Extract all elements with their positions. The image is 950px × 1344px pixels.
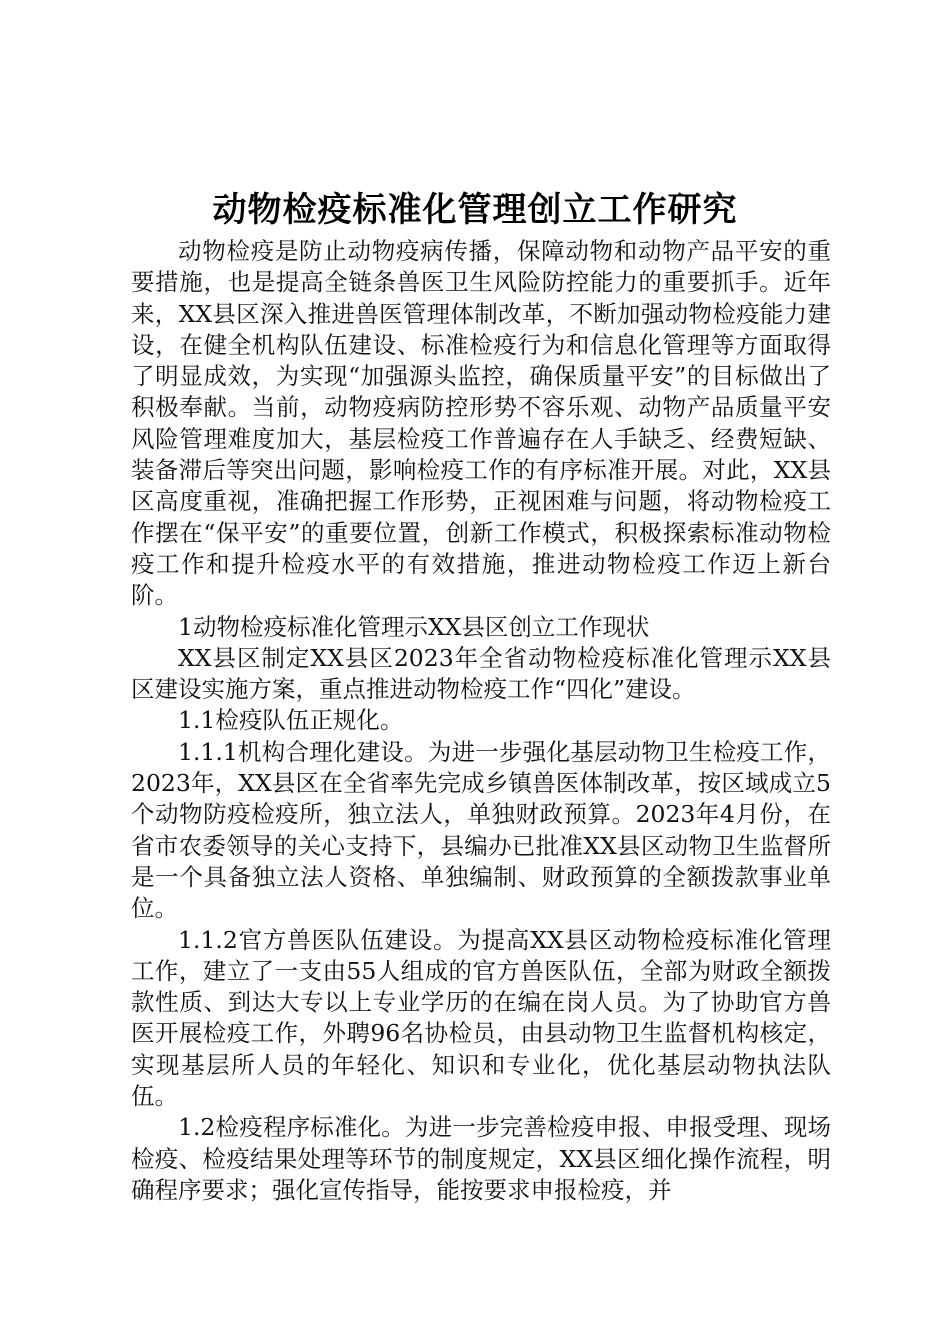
paragraph-section-1-1-2: 1.1.2官方兽医队伍建设。为提高XX县区动物检疫标准化管理工作，建立了一支由55人组成的官方兽医队伍，全部为财政全额拨款性质、到达大专以上专业学历的在编在岗人员。为了协助官方兽医开展检疫工作，外聘96名协检员，由县动物卫生监督机构核定，实现基层所人员的年轻化、知识和专业化，优化基层动物执法队伍。 — [131, 925, 831, 1111]
document-title: 动物检疫标准化管理创立工作研究 — [212, 190, 738, 230]
paragraph-section-1-1-1: 1.1.1机构合理化建设。为进一步强化基层动物卫生检疫工作，2023年，XX县区在全省率先完成乡镇兽医体制改革，按区域成立5个动物防疫检疫所，独立法人，单独财政预算。2023年4月份，在省市农委领导的关心支持下，县编办已批准XX县区动物卫生监督所是一个具备独立法人资格、单独编制、财政预算的全额拨款事业单位。 — [131, 737, 831, 923]
heading-section-1-1: 1.1检疫队伍正规化。 — [178, 706, 404, 735]
paragraph-section-1-2: 1.2检疫程序标准化。为进一步完善检疫申报、申报受理、现场检疫、检疫结果处理等环节的制度规定，XX县区细化操作流程，明确程序要求；强化宣传指导，能按要求申报检疫，并 — [131, 1113, 831, 1204]
paragraph-section-1: XX县区制定XX县区2023年全省动物检疫标准化管理示XX县区建设实施方案，重点推进动物检疫工作“四化”建设。 — [131, 643, 831, 704]
heading-section-1: 1动物检疫标准化管理示XX县区创立工作现状 — [178, 612, 650, 641]
document-body — [131, 236, 831, 1206]
paragraph-intro: 动物检疫是防止动物疫病传播，保障动物和动物产品平安的重要措施，也是提高全链条兽医卫生风险防控能力的重要抓手。近年来，XX县区深入推进兽医管理体制改革，不断加强动物检疫能力建设，在健全机构队伍建设、标准检疫行为和信息化管理等方面取得了明显成效，为实现“加强源头监控，确保质量平安”的目标做出了积极奉献。当前，动物疫病防控形势不容乐观、动物产品质量平安风险管理难度加大，基层检疫工作普遍存在人手缺乏、经费短缺、装备滞后等突出问题，影响检疫工作的有序标准开展。对此，XX县区高度重视，准确把握工作形势，正视困难与问题，将动物检疫工作摆在“保平安”的重要位置，创新工作模式，积极探索标准动物检疫工作和提升检疫水平的有效措施，推进动物检疫工作迈上新台阶。 — [131, 237, 831, 610]
